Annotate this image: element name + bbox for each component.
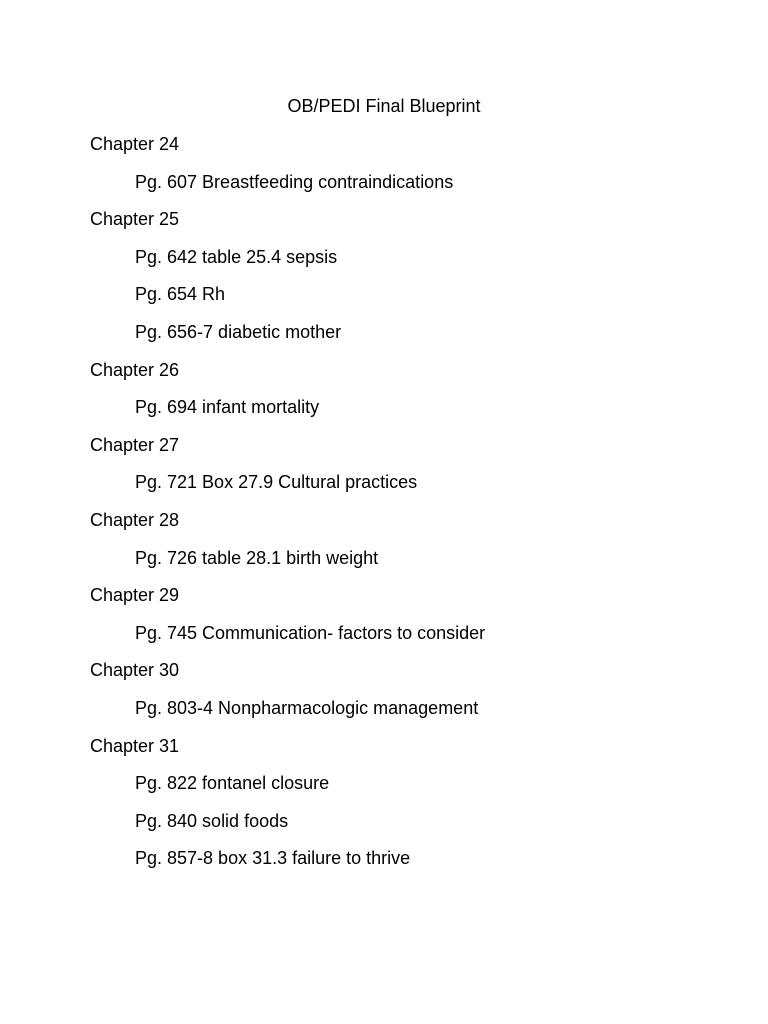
page-reference-entry: Pg. 745 Communication- factors to consider — [135, 622, 486, 643]
chapter-block — [90, 658, 728, 733]
chapter-outline — [90, 132, 728, 884]
page-reference-entry: Pg. 803-4 Nonpharmacologic management — [135, 697, 479, 718]
chapter-heading: Chapter 31 — [90, 735, 180, 756]
chapter-heading: Chapter 29 — [90, 585, 180, 606]
chapter-block — [90, 734, 728, 884]
chapter-block — [90, 358, 728, 433]
page-reference-entry: Pg. 822 fontanel closure — [135, 773, 330, 794]
page-reference-entry: Pg. 726 table 28.1 birth weight — [135, 547, 379, 568]
page-reference-entry: Pg. 642 table 25.4 sepsis — [135, 246, 338, 267]
chapter-block — [90, 207, 728, 357]
chapter-block — [90, 583, 728, 658]
chapter-heading: Chapter 25 — [90, 209, 180, 230]
chapter-heading: Chapter 24 — [90, 134, 180, 154]
chapter-heading: Chapter 28 — [90, 509, 180, 530]
page-reference-entry: Pg. 840 solid foods — [135, 810, 289, 831]
chapter-heading: Chapter 26 — [90, 359, 180, 380]
page-reference-entry: Pg. 654 Rh — [135, 284, 226, 305]
chapter-heading: Chapter 27 — [90, 434, 180, 455]
page-reference-entry: Pg. 694 infant mortality — [135, 397, 320, 418]
page-reference-entry: Pg. 857-8 box 31.3 failure to thrive — [135, 848, 411, 869]
page-reference-entry: Pg. 607 Breastfeeding contraindications — [135, 171, 454, 192]
chapter-block — [90, 132, 728, 207]
page-reference-entry: Pg. 656-7 diabetic mother — [135, 321, 342, 342]
chapter-block — [90, 433, 728, 508]
document-title: OB/PEDI Final Blueprint — [287, 96, 481, 116]
chapter-block — [90, 508, 728, 583]
page-reference-entry: Pg. 721 Box 27.9 Cultural practices — [135, 472, 418, 493]
chapter-heading: Chapter 30 — [90, 660, 180, 681]
